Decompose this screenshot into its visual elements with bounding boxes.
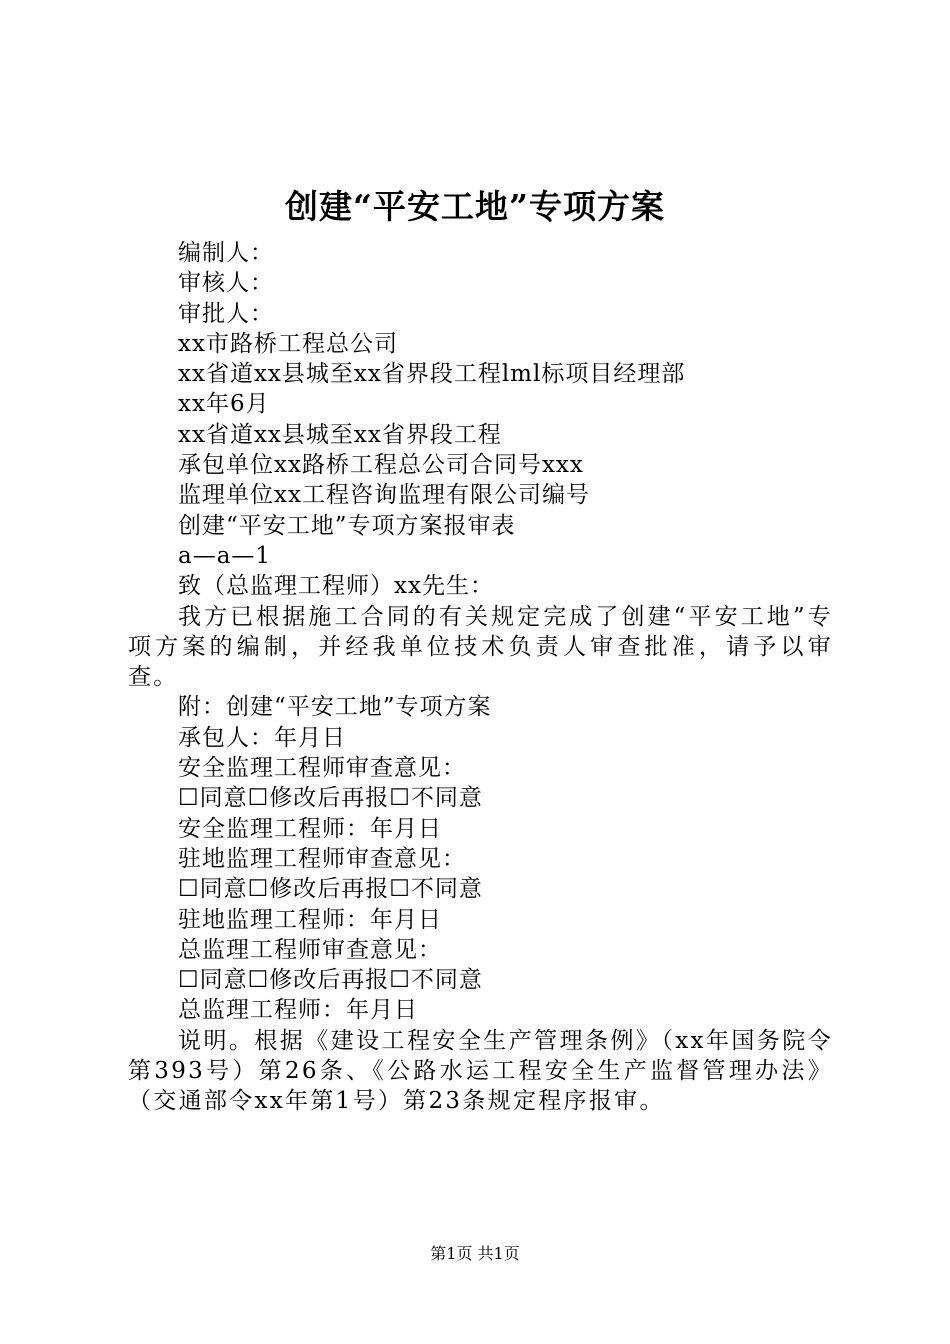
reviewer-line: 审核人： (178, 270, 274, 297)
form-code-line: a—a—1 (178, 542, 272, 569)
explanation-paragraph: 说明。根据《建设工程安全生产管理条例》（xx年国务院令第393号）第26条、《公路水运工程安全生产监督管理办法》（交通部令xx年第1号）第23条规定程序报审。 (128, 1027, 833, 1115)
submission-paragraph: 我方已根据施工合同的有关规定完成了创建“平安工地”专项方案的编制，并经我单位技术负责人审查批准，请予以审查。 (128, 603, 833, 691)
project-name-line: xx省道xx县城至xx省界段工程 (178, 421, 502, 448)
resident-engineer-opinion-label: 驻地监理工程师审查意见： (178, 845, 466, 872)
project-department-line: xx省道xx县城至xx省界段工程lml标项目经理部 (178, 361, 686, 388)
supervisor-line: 监理单位xx工程咨询监理有限公司编号 (178, 482, 590, 509)
document-title: 创建“平安工地”专项方案 (285, 187, 665, 226)
resident-engineer-options: ☐同意☐修改后再报☐不同意 (178, 876, 483, 903)
chief-engineer-opinion-label: 总监理工程师审查意见： (178, 936, 442, 963)
resident-engineer-signature-line: 驻地监理工程师：年月日 (178, 906, 442, 933)
date-line: xx年6月 (178, 391, 270, 418)
addressee-line: 致（总监理工程师）xx先生： (178, 573, 494, 600)
compiler-line: 编制人： (178, 240, 274, 266)
safety-engineer-opinion-label: 安全监理工程师审查意见： (178, 755, 466, 782)
chief-engineer-signature-line: 总监理工程师：年月日 (178, 997, 418, 1024)
contractor-line: 承包单位xx路桥工程总公司合同号xxx (178, 452, 584, 479)
contractor-signature-line: 承包人：年月日 (178, 724, 346, 751)
company-line: xx市路桥工程总公司 (178, 330, 398, 357)
page-footer: 第1页 共1页 (430, 1244, 520, 1263)
safety-engineer-options: ☐同意☐修改后再报☐不同意 (178, 785, 483, 812)
chief-engineer-options: ☐同意☐修改后再报☐不同意 (178, 967, 483, 994)
document-body (128, 238, 833, 1117)
safety-engineer-signature-line: 安全监理工程师：年月日 (178, 815, 442, 842)
attachment-line: 附：创建“平安工地”专项方案 (178, 694, 492, 721)
approver-line: 审批人： (178, 300, 274, 327)
form-title-line: 创建“平安工地”专项方案报审表 (178, 512, 516, 539)
